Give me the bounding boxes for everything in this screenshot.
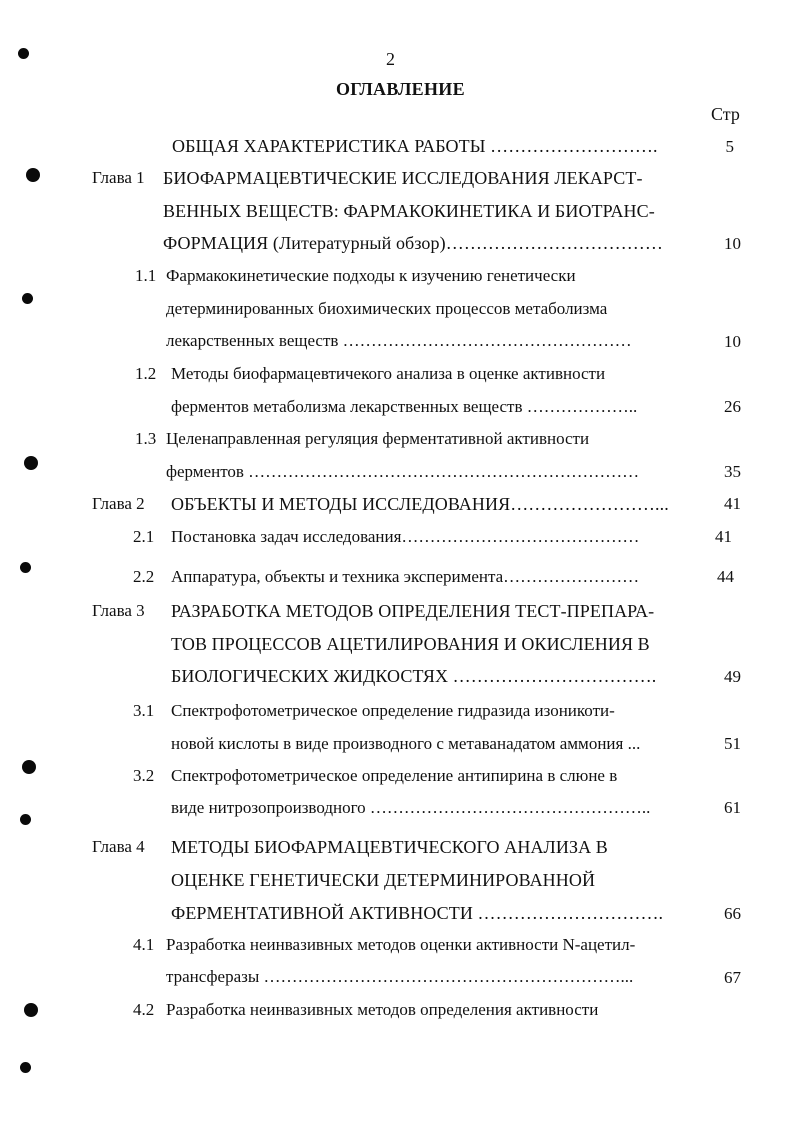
toc-entry-text: новой кислоты в виде производного с метаванадатом аммония ... xyxy=(171,734,641,753)
toc-entry-text: Аппаратура, объекты и техника эксперимента…………………… xyxy=(171,567,640,586)
toc-entry-text: МЕТОДЫ БИОФАРМАЦЕВТИЧЕСКОГО АНАЛИЗА В xyxy=(171,837,608,857)
toc-entry-text: Спектрофотометрическое определение гидразида изоникоти- xyxy=(171,701,615,720)
toc-entry-page: 61 xyxy=(724,798,741,817)
toc-entry-text: лекарственных веществ …………………………………………… xyxy=(166,331,632,350)
toc-entry-label: Глава 2 xyxy=(92,494,145,513)
binding-hole-mark xyxy=(26,168,40,182)
toc-entry-text: Методы биофармацевтичекого анализа в оценке активности xyxy=(171,364,606,383)
toc-entry-label: Глава 1 xyxy=(92,168,145,187)
toc-entry-text: трансферазы ………………………………………………………... xyxy=(166,967,634,986)
toc-entry-label: 3.2 xyxy=(133,766,155,785)
toc-entry-text: БИОЛОГИЧЕСКИХ ЖИДКОСТЯХ ……………………………. xyxy=(171,666,657,686)
binding-hole-mark xyxy=(18,48,29,59)
toc-entry-text: ферментов …………………………………………………………… xyxy=(166,462,640,481)
toc-entry-text: Разработка неинвазивных методов оценки активности N-ацетил- xyxy=(166,935,636,954)
toc-entry-label: 2.1 xyxy=(133,527,155,546)
toc-entry-page: 35 xyxy=(724,462,741,481)
toc-entry-label: 1.1 xyxy=(135,266,157,285)
page-title: ОГЛАВЛЕНИЕ xyxy=(336,79,465,99)
toc-entry-page: 26 xyxy=(724,397,741,416)
toc-entry-text: ТОВ ПРОЦЕССОВ АЦЕТИЛИРОВАНИЯ И ОКИСЛЕНИЯ В xyxy=(171,634,650,654)
toc-entry-text: Целенаправленная регуляция ферментативной активности xyxy=(166,429,590,448)
binding-hole-mark xyxy=(24,1003,38,1017)
binding-hole-mark xyxy=(20,814,31,825)
toc-entry-text: ФЕРМЕНТАТИВНОЙ АКТИВНОСТИ …………………………. xyxy=(171,903,664,923)
toc-entry-page: 49 xyxy=(724,667,741,686)
toc-entry-text: ОБЪЕКТЫ И МЕТОДЫ ИССЛЕДОВАНИЯ……………………... xyxy=(171,494,669,514)
toc-entry-text: ОЦЕНКЕ ГЕНЕТИЧЕСКИ ДЕТЕРМИНИРОВАННОЙ xyxy=(171,870,596,890)
toc-entry-text: ОБЩАЯ ХАРАКТЕРИСТИКА РАБОТЫ ………………………. xyxy=(172,136,658,156)
toc-entry-label: Глава 4 xyxy=(92,837,145,856)
binding-hole-mark xyxy=(20,1062,31,1073)
toc-entry-page: 41 xyxy=(724,494,741,513)
toc-entry-text: Фармакокинетические подходы к изучению генетически xyxy=(166,266,576,285)
page-column-label: Стр xyxy=(711,104,740,124)
toc-entry-label: 4.1 xyxy=(133,935,155,954)
toc-entry-page: 44 xyxy=(717,567,734,586)
toc-entry-page: 5 xyxy=(725,137,734,156)
toc-entry-text: ФОРМАЦИЯ (Литературный обзор)……………………………… xyxy=(163,233,663,253)
toc-entry-text: ферментов метаболизма лекарственных веществ ……………….. xyxy=(171,397,638,416)
toc-entry-label: 2.2 xyxy=(133,567,155,586)
binding-hole-mark xyxy=(24,456,38,470)
toc-entry-text: ВЕННЫХ ВЕЩЕСТВ: ФАРМАКОКИНЕТИКА И БИОТРАНС- xyxy=(163,201,655,221)
toc-entry-text: виде нитрозопроизводного ………………………………………….. xyxy=(171,798,651,817)
toc-entry-text: Постановка задач исследования…………………………………… xyxy=(171,527,640,546)
toc-entry-label: 1.3 xyxy=(135,429,157,448)
toc-entry-page: 10 xyxy=(724,234,741,253)
binding-hole-mark xyxy=(20,562,31,573)
page-number: 2 xyxy=(386,49,395,69)
toc-entry-text: детерминированных биохимических процессов метаболизма xyxy=(166,299,608,318)
toc-entry-page: 51 xyxy=(724,734,741,753)
toc-entry-page: 66 xyxy=(724,904,741,923)
toc-entry-text: Разработка неинвазивных методов определения активности xyxy=(166,1000,599,1019)
toc-entry-text: БИОФАРМАЦЕВТИЧЕСКИЕ ИССЛЕДОВАНИЯ ЛЕКАРСТ- xyxy=(163,168,643,188)
toc-entry-label: 1.2 xyxy=(135,364,157,383)
toc-entry-label: 4.2 xyxy=(133,1000,155,1019)
toc-entry-page: 10 xyxy=(724,332,741,351)
toc-entry-label: Глава 3 xyxy=(92,601,145,620)
toc-entry-text: Спектрофотометрическое определение антипирина в слюне в xyxy=(171,766,618,785)
toc-entry-label: 3.1 xyxy=(133,701,155,720)
binding-hole-mark xyxy=(22,293,33,304)
toc-entry-text: РАЗРАБОТКА МЕТОДОВ ОПРЕДЕЛЕНИЯ ТЕСТ-ПРЕПАРА- xyxy=(171,601,655,621)
toc-entry-page: 67 xyxy=(724,968,741,987)
binding-hole-mark xyxy=(22,760,36,774)
toc-entry-page: 41 xyxy=(715,527,732,546)
